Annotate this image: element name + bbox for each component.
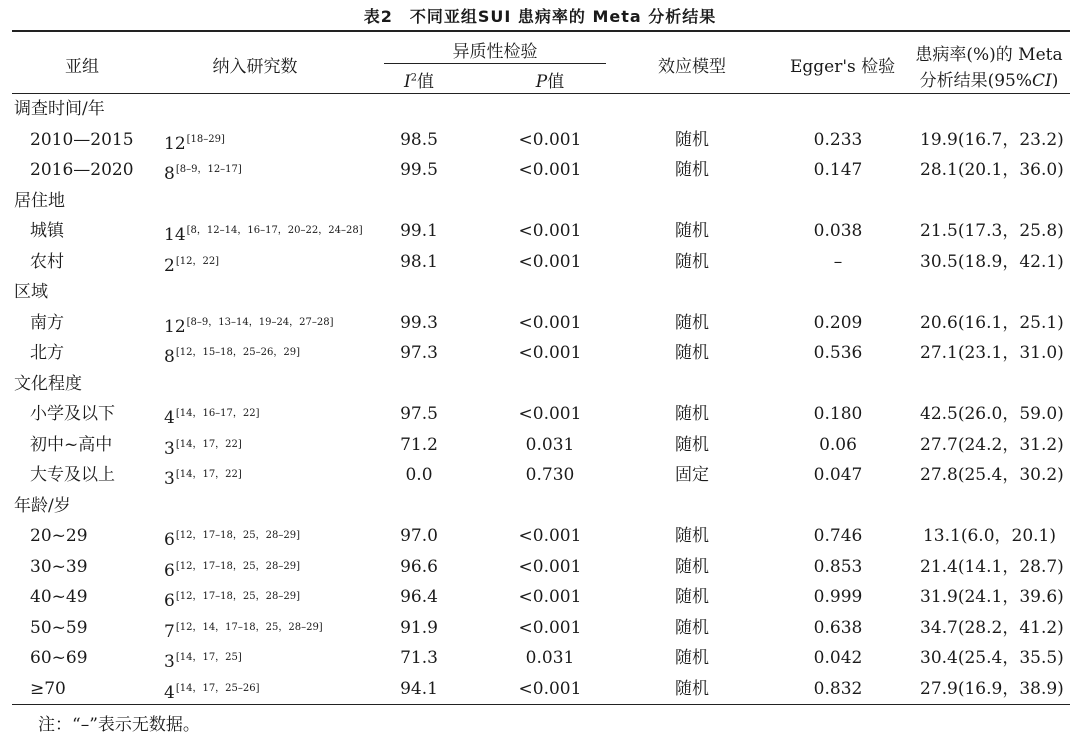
study-count-value: 12 — [164, 316, 186, 337]
subgroup-label: 城镇 — [30, 221, 64, 241]
i2-value: 71.2 — [400, 434, 438, 455]
table-caption: 表2 不同亚组SUI 患病率的 Meta 分析结果 — [363, 7, 717, 26]
subgroup-label: 南方 — [30, 312, 64, 333]
table-row — [0, 552, 1080, 582]
table-note: 注：“–”表示无数据。 — [38, 715, 200, 735]
study-count — [164, 338, 300, 372]
subgroup-label: 小学及以下 — [30, 404, 115, 424]
p-value: <0.001 — [518, 312, 582, 333]
reference-citation: [14，17，25–26] — [175, 682, 260, 694]
i2-value: 94.1 — [400, 678, 438, 699]
study-count — [164, 247, 219, 281]
study-count-value: 4 — [164, 408, 175, 428]
i2-superscript: 2 — [410, 72, 418, 84]
group-label: 区域 — [14, 282, 48, 302]
header-i2 — [386, 67, 452, 92]
reference-citation: [18–29] — [186, 133, 225, 145]
study-count-value: 6 — [164, 530, 175, 550]
reference-citation: [8–9，12–17] — [175, 164, 242, 175]
subgroup-label: 2016—2020 — [30, 160, 134, 180]
i2-value: 98.1 — [400, 251, 438, 272]
table-row — [0, 308, 1080, 338]
rate-line2-a: 分析结果(95% — [919, 71, 1033, 91]
group-label: 调查时间/年 — [14, 99, 105, 119]
i2-value: 96.6 — [400, 556, 438, 577]
rate-line2-ci: CI — [1032, 71, 1052, 91]
header-heterogeneity: 异质性检验 — [452, 42, 538, 62]
p-value: <0.001 — [518, 587, 582, 607]
group-header-row — [0, 369, 1080, 399]
effect-model: 随机 — [675, 312, 709, 333]
prevalence-ci: 20.6(16.1，25.1) — [920, 312, 1064, 333]
group-header-row — [0, 94, 1080, 124]
effect-model: 随机 — [675, 648, 709, 668]
i2-value: 99.1 — [400, 221, 438, 241]
p-value: <0.001 — [518, 556, 582, 577]
group-header-row — [0, 186, 1080, 216]
reference-citation: [12，17–18，25，28–29] — [175, 530, 300, 541]
i2-value: 97.0 — [400, 526, 438, 546]
prevalence-ci: 34.7(28.2，41.2) — [920, 617, 1064, 638]
prevalence-ci: 30.4(25.4，35.5) — [920, 648, 1064, 668]
table-row — [0, 674, 1080, 704]
header-studies: 纳入研究数 — [212, 57, 298, 77]
study-count-value: 3 — [164, 652, 175, 672]
i2-value: 0.0 — [405, 465, 433, 485]
study-count-value: 4 — [164, 682, 175, 703]
egger-value: 0.853 — [813, 556, 863, 577]
i2-suffix: 值 — [417, 72, 435, 92]
reference-citation: [14，17，22] — [175, 469, 242, 480]
p-value: <0.001 — [518, 678, 582, 699]
table-row — [0, 430, 1080, 460]
prevalence-ci: 42.5(26.0，59.0) — [920, 404, 1064, 424]
i2-value: 99.5 — [400, 160, 438, 180]
egger-value: 0.638 — [813, 617, 863, 638]
egger-value: 0.536 — [813, 343, 863, 363]
study-count — [164, 216, 363, 250]
study-count — [164, 125, 225, 159]
prevalence-ci: 21.4(14.1，28.7) — [920, 556, 1064, 577]
effect-model: 随机 — [675, 617, 709, 638]
i2-value: 97.5 — [400, 404, 438, 424]
egger-value: 0.047 — [813, 465, 863, 485]
subgroup-label: 20~29 — [30, 526, 88, 546]
group-label: 居住地 — [14, 190, 65, 211]
top-rule — [12, 30, 1070, 32]
study-count — [164, 399, 260, 433]
reference-citation: [14，17，25] — [175, 652, 242, 663]
subgroup-label: ≥70 — [30, 678, 66, 699]
p-value: <0.001 — [518, 160, 582, 180]
study-count-value: 3 — [164, 438, 175, 459]
p-value: <0.001 — [518, 343, 582, 363]
p-value: <0.001 — [518, 526, 582, 546]
effect-model: 随机 — [675, 221, 709, 241]
p-value: <0.001 — [518, 617, 582, 638]
p-value: 0.031 — [525, 648, 575, 668]
reference-citation: [14，17，22] — [175, 438, 242, 450]
i2-symbol: I — [403, 72, 411, 92]
prevalence-ci: 27.9(16.9，38.9) — [920, 678, 1064, 699]
table-row — [0, 216, 1080, 246]
study-count-value: 6 — [164, 560, 175, 581]
study-count-value: 12 — [164, 133, 186, 154]
egger-value: 0.180 — [813, 404, 863, 424]
i2-value: 71.3 — [400, 648, 438, 668]
group-header-row — [0, 277, 1080, 307]
table-row — [0, 643, 1080, 673]
prevalence-ci: 28.1(20.1，36.0) — [920, 160, 1064, 180]
study-count — [164, 613, 323, 647]
egger-value: 0.746 — [813, 526, 863, 546]
i2-value: 91.9 — [400, 617, 438, 638]
table-row — [0, 399, 1080, 429]
study-count — [164, 430, 242, 464]
effect-model: 随机 — [675, 343, 709, 363]
table-row — [0, 582, 1080, 612]
egger-value: – — [833, 251, 843, 272]
p-value: 0.031 — [525, 434, 575, 455]
header-egger: Egger's 检验 — [790, 57, 896, 77]
prevalence-ci: 13.1(6.0，20.1) — [922, 526, 1056, 546]
subgroup-label: 30~39 — [30, 556, 88, 577]
subgroup-label: 40~49 — [30, 587, 88, 607]
reference-citation: [12，15–18，25–26，29] — [175, 347, 300, 358]
i2-value: 98.5 — [400, 129, 438, 150]
reference-citation: [12，14，17–18，25，28–29] — [175, 621, 323, 633]
prevalence-ci: 31.9(24.1，39.6) — [920, 587, 1064, 607]
study-count — [164, 674, 260, 708]
i2-value: 96.4 — [400, 587, 438, 607]
effect-model: 固定 — [675, 465, 709, 485]
effect-model: 随机 — [675, 160, 709, 180]
rate-line2-b: ) — [1051, 71, 1059, 91]
egger-value: 0.209 — [813, 312, 863, 333]
heterogeneity-subrule — [384, 63, 606, 64]
header-rate-line1: 患病率(%)的 Meta — [915, 45, 1063, 65]
effect-model: 随机 — [675, 434, 709, 455]
effect-model: 随机 — [675, 129, 709, 150]
table-row — [0, 247, 1080, 277]
study-count-value: 14 — [164, 225, 186, 245]
subgroup-label: 农村 — [30, 251, 64, 272]
egger-value: 0.999 — [813, 587, 863, 607]
bottom-rule — [12, 704, 1070, 705]
effect-model: 随机 — [675, 678, 709, 699]
reference-citation: [8，12–14，16–17，20–22，24–28] — [186, 225, 363, 236]
header-model: 效应模型 — [658, 57, 726, 77]
study-count-value: 8 — [164, 164, 175, 184]
effect-model: 随机 — [675, 251, 709, 272]
header-p — [500, 67, 600, 92]
header-rate-line2 — [914, 66, 1064, 91]
study-count-value: 7 — [164, 621, 175, 642]
effect-model: 随机 — [675, 404, 709, 424]
effect-model: 随机 — [675, 526, 709, 546]
i2-value: 97.3 — [400, 343, 438, 363]
study-count — [164, 308, 334, 342]
subgroup-label: 50~59 — [30, 617, 88, 638]
subgroup-label: 大专及以上 — [30, 465, 115, 485]
subgroup-label: 北方 — [30, 343, 64, 363]
p-value: <0.001 — [518, 251, 582, 272]
subgroup-label: 2010—2015 — [30, 129, 134, 150]
study-count-value: 6 — [164, 591, 175, 611]
egger-value: 0.038 — [813, 221, 863, 241]
p-symbol: P — [535, 72, 548, 92]
egger-value: 0.832 — [813, 678, 863, 699]
reference-citation: [12，22] — [175, 255, 220, 267]
reference-citation: [8–9，13–14，19–24，27–28] — [186, 316, 334, 328]
prevalence-ci: 30.5(18.9，42.1) — [920, 251, 1064, 272]
study-count-value: 3 — [164, 469, 175, 489]
group-header-row — [0, 491, 1080, 521]
prevalence-ci: 27.8(25.4，30.2) — [920, 465, 1064, 485]
reference-citation: [14，16–17，22] — [175, 408, 260, 419]
p-value: <0.001 — [518, 129, 582, 150]
egger-value: 0.042 — [813, 648, 863, 668]
egger-value: 0.147 — [813, 160, 863, 180]
study-count — [164, 460, 242, 494]
group-label: 文化程度 — [14, 373, 82, 394]
table-row — [0, 155, 1080, 185]
table-row — [0, 125, 1080, 155]
egger-value: 0.06 — [819, 434, 857, 455]
study-count — [164, 643, 242, 677]
effect-model: 随机 — [675, 556, 709, 577]
reference-citation: [12，17–18，25，28–29] — [175, 560, 300, 572]
prevalence-ci: 27.7(24.2，31.2) — [920, 434, 1064, 455]
i2-value: 99.3 — [400, 312, 438, 333]
prevalence-ci: 19.9(16.7，23.2) — [920, 129, 1064, 150]
table-row — [0, 460, 1080, 490]
p-value: 0.730 — [525, 465, 575, 485]
p-value: <0.001 — [518, 221, 582, 241]
table-row — [0, 338, 1080, 368]
study-count — [164, 582, 300, 616]
header-subgroup: 亚组 — [65, 57, 99, 77]
table-row — [0, 521, 1080, 551]
egger-value: 0.233 — [813, 129, 863, 150]
study-count — [164, 552, 300, 586]
effect-model: 随机 — [675, 587, 709, 607]
study-count — [164, 155, 242, 189]
subgroup-label: 初中~高中 — [30, 434, 113, 455]
p-suffix: 值 — [547, 72, 565, 92]
study-count-value: 8 — [164, 347, 175, 367]
study-count-value: 2 — [164, 255, 175, 276]
subgroup-label: 60~69 — [30, 648, 88, 668]
p-value: <0.001 — [518, 404, 582, 424]
prevalence-ci: 21.5(17.3，25.8) — [920, 221, 1064, 241]
group-label: 年龄/岁 — [14, 495, 71, 516]
prevalence-ci: 27.1(23.1，31.0) — [920, 343, 1064, 363]
study-count — [164, 521, 300, 555]
table-row — [0, 613, 1080, 643]
reference-citation: [12，17–18，25，28–29] — [175, 591, 300, 602]
